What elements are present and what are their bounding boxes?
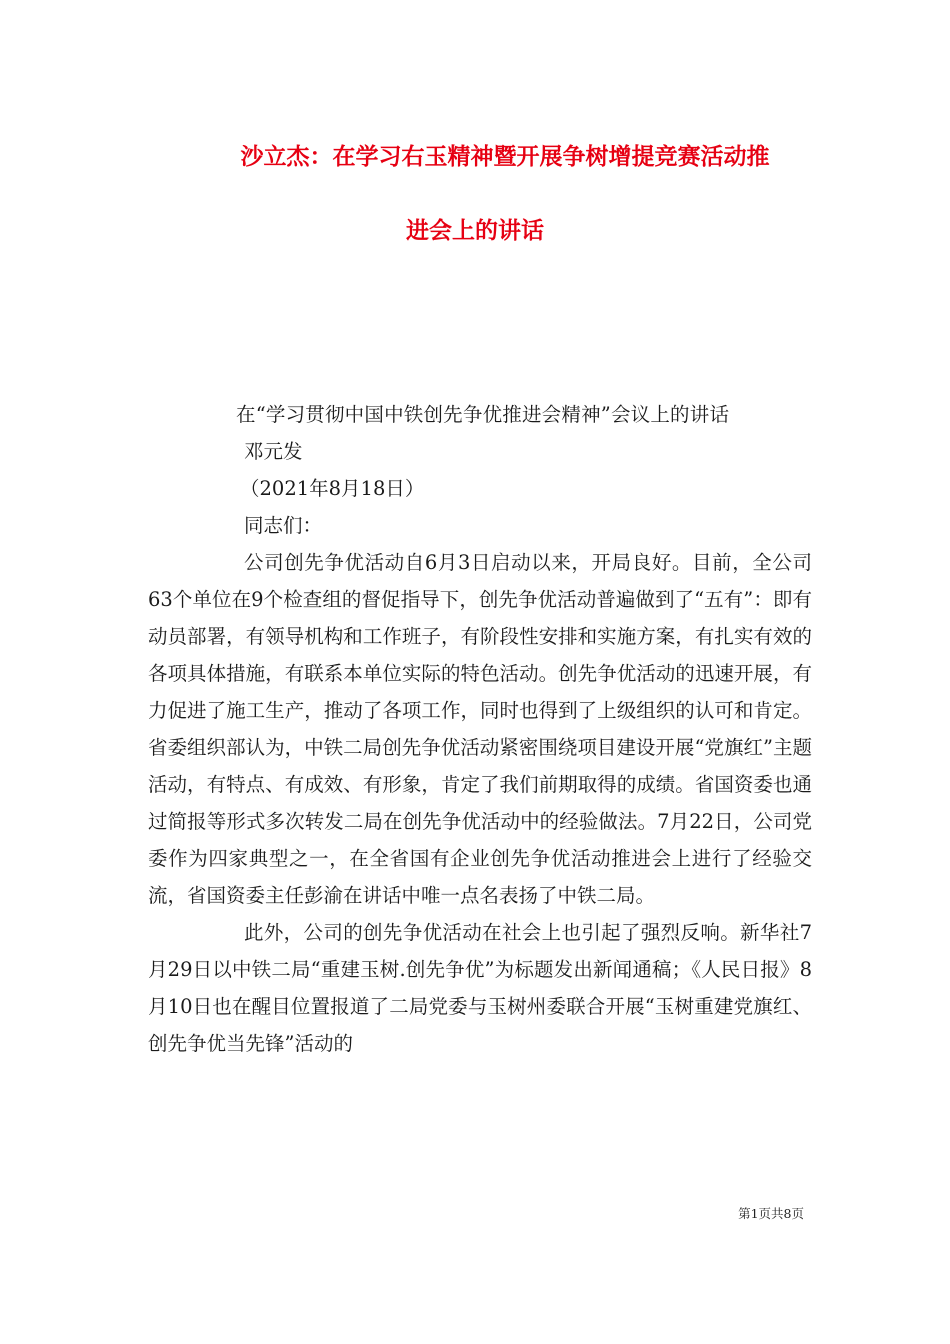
paragraph-2: 此外，公司的创先争优活动在社会上也引起了强烈反响。新华社7月29日以中铁二局“重建玉树.创先争优”为标题发出新闻通稿；《人民日报》8月10日也在醒目位置报道了二局党委与玉树州委联合开展“玉树重建党旗红、创先争优当先锋”活动的 <box>148 921 812 1055</box>
document-title-line-1: 沙立杰：在学习右玉精神暨开展争树增提竞赛活动推 <box>240 144 770 170</box>
speech-date: （2021年8月18日） <box>240 477 425 500</box>
salutation: 同志们： <box>244 514 323 537</box>
paragraph-1: 公司创先争优活动自6月3日启动以来，开局良好。目前，全公司63个单位在9个检查组的督促指导下，创先争优活动普遍做到了“五有”：即有动员部署，有领导机构和工作班子，有阶段性安排和实施方案，有扎实有效的各项具体措施，有联系本单位实际的特色活动。创先争优活动的迅速开展，有力促进了施工生产，推动了各项工作，同时也得到了上级组织的认可和肯定。省委组织部认为，中铁二局创先争优活动紧密围绕项目建设开展“党旗红”主题活动，有特点、有成效、有形象，肯定了我们前期取得的成绩。省国资委也通过简报等形式多次转发二局在创先争优活动中的经验做法。7月22日，公司党委作为四家典型之一，在全省国有企业创先争优活动推进会上进行了经验交流，省国资委主任彭渝在讲话中唯一点名表扬了中铁二局。 <box>148 551 812 907</box>
document-title-line-2: 进会上的讲话 <box>406 218 544 244</box>
speaker-name: 邓元发 <box>244 440 303 463</box>
speech-subtitle: 在“学习贯彻中国中铁创先争优推进会精神”会议上的讲话 <box>236 403 730 426</box>
speech-body <box>148 396 812 1062</box>
page-footer: 第1页共8页 <box>738 1206 804 1221</box>
